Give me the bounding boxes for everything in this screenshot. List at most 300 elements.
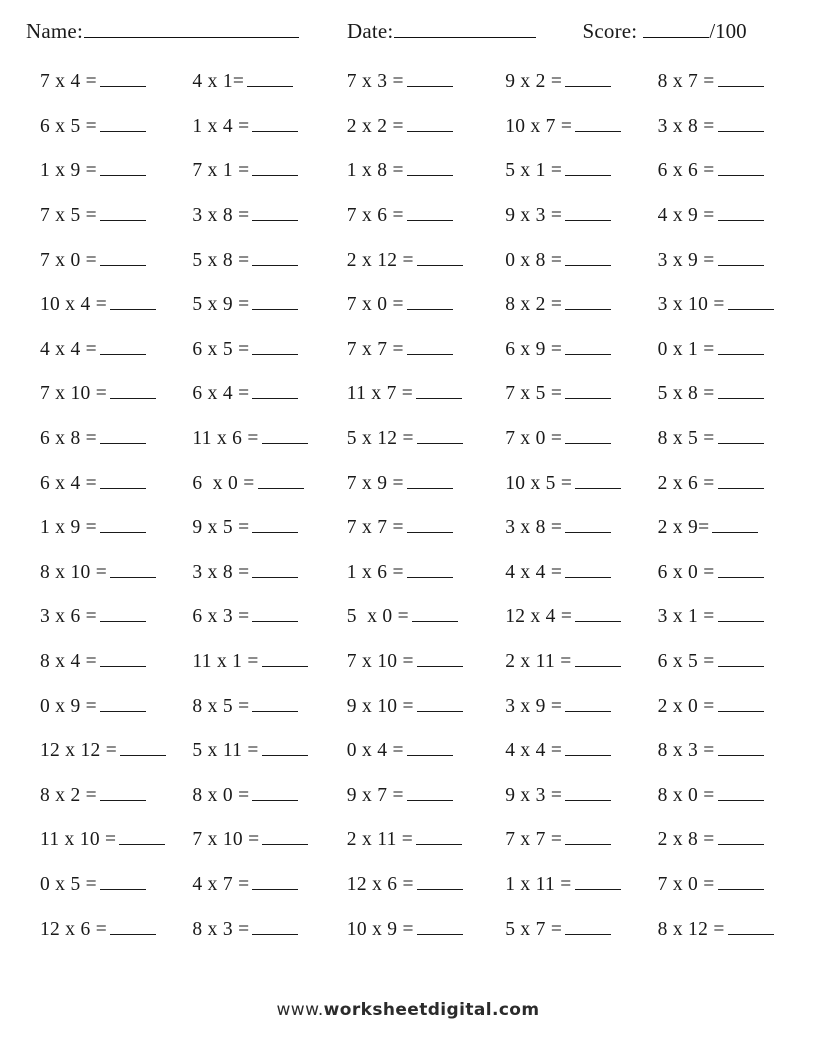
problem-expression: 11 x 1 = [192, 651, 259, 673]
answer-blank[interactable] [565, 430, 611, 444]
answer-blank[interactable] [252, 564, 298, 578]
problem-item [180, 473, 334, 495]
answer-blank[interactable] [565, 296, 611, 310]
problem-item [26, 428, 180, 450]
problem-expression: 7 x 6 = [346, 205, 404, 227]
answer-blank[interactable] [416, 385, 462, 399]
problem-item [335, 517, 489, 539]
problem-expression: 6 x 5 = [192, 338, 250, 360]
answer-blank[interactable] [100, 475, 146, 489]
problem-expression: 2 x 11 = [505, 651, 572, 673]
problem-expression: 8 x 4 = [40, 651, 97, 673]
answer-blank[interactable] [565, 385, 611, 399]
answer-blank[interactable] [252, 921, 298, 935]
problem-expression: 7 x 0 = [505, 428, 563, 450]
problem-expression: 8 x 3 = [657, 740, 715, 762]
problem-item [644, 517, 798, 539]
name-input-rule[interactable] [84, 22, 299, 38]
answer-blank[interactable] [100, 207, 146, 221]
problem-item [489, 517, 643, 539]
answer-blank[interactable] [100, 698, 146, 712]
problem-item [644, 562, 798, 584]
answer-blank[interactable] [407, 519, 453, 533]
footer-credit [0, 1000, 816, 1020]
problem-item [26, 71, 180, 93]
problem-item [644, 696, 798, 718]
score-input-rule[interactable] [643, 22, 709, 38]
problem-item [489, 383, 643, 405]
answer-blank[interactable] [412, 608, 458, 622]
answer-blank[interactable] [100, 341, 146, 355]
problem-item [335, 339, 489, 361]
answer-blank[interactable] [575, 608, 621, 622]
answer-blank[interactable] [110, 296, 156, 310]
answer-blank[interactable] [718, 742, 764, 756]
problem-item [26, 919, 180, 941]
problem-item [180, 785, 334, 807]
answer-blank[interactable] [416, 831, 462, 845]
answer-blank[interactable] [718, 430, 764, 444]
problem-item [644, 473, 798, 495]
problem-expression: 5 x 9 = [192, 294, 250, 316]
problem-expression: 6 x 5 = [40, 115, 97, 137]
footer-domain: worksheetdigital.com [323, 1000, 540, 1020]
problem-expression: 1 x 9 = [40, 160, 97, 182]
answer-blank[interactable] [100, 653, 146, 667]
problem-item [335, 473, 489, 495]
problem-grid [0, 60, 816, 952]
problem-expression: 5 x 8 = [657, 383, 715, 405]
worksheet-header [0, 0, 816, 44]
problem-item [335, 205, 489, 227]
problem-expression: 10 x 5 = [505, 472, 573, 494]
problem-expression: 5 x 0 = [346, 606, 409, 628]
problem-item [180, 428, 334, 450]
problem-expression: 7 x 10 = [40, 383, 108, 405]
problem-item [489, 785, 643, 807]
answer-blank[interactable] [718, 608, 764, 622]
problem-item [26, 205, 180, 227]
problem-item [180, 606, 334, 628]
problem-expression: 7 x 10 = [346, 651, 414, 673]
answer-blank[interactable] [262, 742, 308, 756]
answer-blank[interactable] [417, 653, 463, 667]
answer-blank[interactable] [252, 787, 298, 801]
date-field [347, 19, 536, 44]
problem-expression: 4 x 4 = [505, 740, 563, 762]
problem-item [644, 785, 798, 807]
answer-blank[interactable] [718, 341, 764, 355]
problem-expression: 3 x 8 = [192, 561, 250, 583]
problem-item [644, 339, 798, 361]
problem-expression: 3 x 8 = [192, 205, 250, 227]
answer-blank[interactable] [565, 73, 611, 87]
answer-blank[interactable] [417, 430, 463, 444]
answer-blank[interactable] [417, 698, 463, 712]
problem-expression: 4 x 4 = [40, 338, 97, 360]
problem-expression: 0 x 5 = [40, 873, 97, 895]
answer-blank[interactable] [565, 698, 611, 712]
problem-item [180, 383, 334, 405]
date-input-rule[interactable] [394, 22, 536, 38]
problem-expression: 8 x 3 = [192, 918, 250, 940]
problem-expression: 10 x 9 = [346, 918, 414, 940]
problem-expression: 3 x 9 = [657, 249, 715, 271]
problem-expression: 2 x 12 = [346, 249, 414, 271]
answer-blank[interactable] [100, 430, 146, 444]
problem-item [335, 740, 489, 762]
problem-item [489, 473, 643, 495]
problem-expression: 6 x 6 = [657, 160, 715, 182]
problem-expression: 9 x 10 = [346, 695, 414, 717]
answer-blank[interactable] [407, 475, 453, 489]
problem-expression: 9 x 3 = [505, 205, 563, 227]
problem-expression: 10 x 7 = [505, 115, 573, 137]
answer-blank[interactable] [565, 921, 611, 935]
problem-expression: 8 x 5 = [657, 428, 715, 450]
answer-blank[interactable] [100, 252, 146, 266]
problem-item [26, 562, 180, 584]
answer-blank[interactable] [252, 162, 298, 176]
answer-blank[interactable] [728, 296, 774, 310]
problem-item [26, 606, 180, 628]
problem-expression: 2 x 8 = [657, 829, 715, 851]
problem-expression: 7 x 9 = [346, 472, 404, 494]
problem-item [335, 696, 489, 718]
problem-expression: 6 x 4 = [40, 472, 97, 494]
answer-blank[interactable] [262, 653, 308, 667]
name-field [26, 19, 299, 44]
problem-item [26, 473, 180, 495]
problem-item [335, 874, 489, 896]
answer-blank[interactable] [100, 876, 146, 890]
problem-item [180, 651, 334, 673]
problem-item [26, 383, 180, 405]
problem-expression: 0 x 9 = [40, 695, 97, 717]
problem-expression: 4 x 4 = [505, 561, 563, 583]
problem-expression: 2 x 9= [657, 517, 710, 539]
answer-blank[interactable] [407, 564, 453, 578]
problem-item [489, 651, 643, 673]
problem-expression: 8 x 7 = [657, 71, 715, 93]
answer-blank[interactable] [575, 118, 621, 132]
problem-expression: 7 x 7 = [346, 338, 404, 360]
answer-blank[interactable] [718, 653, 764, 667]
date-label: Date: [346, 19, 394, 43]
problem-expression: 6 x 0 = [192, 472, 255, 494]
answer-blank[interactable] [110, 564, 156, 578]
problem-expression: 2 x 2 = [346, 115, 404, 137]
answer-blank[interactable] [407, 296, 453, 310]
problem-item [26, 517, 180, 539]
problem-expression: 5 x 12 = [346, 428, 414, 450]
problem-item [644, 829, 798, 851]
answer-blank[interactable] [565, 207, 611, 221]
problem-expression: 3 x 8 = [657, 115, 715, 137]
problem-item [26, 785, 180, 807]
answer-blank[interactable] [718, 564, 764, 578]
answer-blank[interactable] [252, 252, 298, 266]
answer-blank[interactable] [247, 73, 293, 87]
problem-expression: 1 x 6 = [346, 561, 404, 583]
problem-item [180, 919, 334, 941]
answer-blank[interactable] [100, 787, 146, 801]
problem-expression: 3 x 10 = [657, 294, 725, 316]
problem-item [489, 696, 643, 718]
answer-blank[interactable] [407, 162, 453, 176]
answer-blank[interactable] [565, 831, 611, 845]
problem-expression: 9 x 5 = [192, 517, 250, 539]
problem-expression: 8 x 0 = [192, 784, 250, 806]
problem-expression: 7 x 7 = [505, 829, 563, 851]
answer-blank[interactable] [262, 831, 308, 845]
problem-item [489, 116, 643, 138]
problem-item [644, 205, 798, 227]
footer-www-prefix: www. [276, 1000, 324, 1020]
problem-expression: 0 x 8 = [505, 249, 563, 271]
problem-item [335, 116, 489, 138]
problem-expression: 5 x 8 = [192, 249, 250, 271]
answer-blank[interactable] [100, 73, 146, 87]
problem-expression: 12 x 12 = [40, 740, 118, 762]
problem-expression: 7 x 5 = [505, 383, 563, 405]
problem-item [335, 250, 489, 272]
problem-item [335, 919, 489, 941]
problem-item [489, 160, 643, 182]
problem-item [26, 294, 180, 316]
answer-blank[interactable] [258, 475, 304, 489]
problem-expression: 6 x 5 = [657, 651, 715, 673]
problem-item [335, 606, 489, 628]
answer-blank[interactable] [252, 385, 298, 399]
problem-expression: 4 x 9 = [657, 205, 715, 227]
problem-item [489, 829, 643, 851]
problem-item [26, 339, 180, 361]
problem-item [180, 740, 334, 762]
problem-expression: 6 x 8 = [40, 428, 97, 450]
problem-item [26, 696, 180, 718]
problem-item [644, 919, 798, 941]
problem-item [26, 651, 180, 673]
problem-item [489, 562, 643, 584]
problem-item [26, 874, 180, 896]
answer-blank[interactable] [575, 876, 621, 890]
answer-blank[interactable] [565, 341, 611, 355]
problem-item [644, 250, 798, 272]
problem-item [489, 205, 643, 227]
problem-expression: 9 x 7 = [346, 784, 404, 806]
problem-item [180, 160, 334, 182]
problem-item [335, 428, 489, 450]
answer-blank[interactable] [252, 519, 298, 533]
answer-blank[interactable] [100, 608, 146, 622]
problem-item [335, 160, 489, 182]
answer-blank[interactable] [417, 876, 463, 890]
answer-blank[interactable] [252, 341, 298, 355]
problem-item [489, 71, 643, 93]
problem-expression: 3 x 9 = [505, 695, 563, 717]
problem-item [489, 294, 643, 316]
answer-blank[interactable] [417, 921, 463, 935]
problem-item [489, 740, 643, 762]
answer-blank[interactable] [119, 831, 165, 845]
answer-blank[interactable] [417, 252, 463, 266]
problem-expression: 12 x 6 = [40, 918, 108, 940]
problem-expression: 11 x 7 = [346, 383, 414, 405]
problem-item [335, 651, 489, 673]
problem-item [489, 874, 643, 896]
problem-item [489, 339, 643, 361]
problem-expression: 0 x 1 = [657, 338, 715, 360]
answer-blank[interactable] [110, 385, 156, 399]
problem-item [180, 874, 334, 896]
problem-expression: 8 x 2 = [505, 294, 563, 316]
answer-blank[interactable] [407, 341, 453, 355]
name-label: Name: [26, 19, 83, 43]
answer-blank[interactable] [252, 207, 298, 221]
problem-expression: 1 x 4 = [192, 115, 250, 137]
problem-item [26, 160, 180, 182]
answer-blank[interactable] [407, 118, 453, 132]
problem-expression: 9 x 2 = [505, 71, 563, 93]
problem-expression: 7 x 7 = [346, 517, 404, 539]
answer-blank[interactable] [262, 430, 308, 444]
answer-blank[interactable] [718, 876, 764, 890]
answer-blank[interactable] [728, 921, 774, 935]
answer-blank[interactable] [120, 742, 166, 756]
problem-expression: 9 x 3 = [505, 784, 563, 806]
answer-blank[interactable] [252, 296, 298, 310]
answer-blank[interactable] [407, 207, 453, 221]
problem-expression: 7 x 4 = [40, 71, 97, 93]
answer-blank[interactable] [407, 73, 453, 87]
problem-expression: 7 x 0 = [40, 249, 97, 271]
answer-blank[interactable] [718, 385, 764, 399]
problem-expression: 5 x 7 = [505, 918, 563, 940]
problem-item [180, 205, 334, 227]
problem-item [335, 71, 489, 93]
problem-item [644, 428, 798, 450]
problem-expression: 8 x 5 = [192, 695, 250, 717]
score-field [582, 19, 746, 44]
answer-blank[interactable] [718, 207, 764, 221]
problem-expression: 2 x 0 = [657, 695, 715, 717]
answer-blank[interactable] [718, 73, 764, 87]
problem-item [180, 250, 334, 272]
score-label: Score: [582, 19, 638, 43]
score-total-label: /100 [709, 19, 747, 43]
answer-blank[interactable] [575, 653, 621, 667]
problem-expression: 3 x 1 = [657, 606, 715, 628]
answer-blank[interactable] [100, 519, 146, 533]
answer-blank[interactable] [565, 162, 611, 176]
problem-expression: 7 x 3 = [346, 71, 404, 93]
problem-item [335, 383, 489, 405]
problem-expression: 5 x 1 = [505, 160, 563, 182]
answer-blank[interactable] [100, 162, 146, 176]
answer-blank[interactable] [407, 787, 453, 801]
problem-item [489, 919, 643, 941]
answer-blank[interactable] [407, 742, 453, 756]
problem-expression: 8 x 2 = [40, 784, 97, 806]
problem-expression: 7 x 1 = [192, 160, 250, 182]
problem-item [644, 116, 798, 138]
problem-item [26, 829, 180, 851]
answer-blank[interactable] [575, 475, 621, 489]
problem-item [335, 294, 489, 316]
problem-expression: 5 x 11 = [192, 740, 259, 762]
problem-item [180, 696, 334, 718]
problem-expression: 12 x 4 = [505, 606, 573, 628]
problem-item [180, 339, 334, 361]
problem-expression: 6 x 9 = [505, 338, 563, 360]
answer-blank[interactable] [718, 162, 764, 176]
problem-expression: 12 x 6 = [346, 873, 414, 895]
problem-item [335, 562, 489, 584]
problem-expression: 1 x 11 = [505, 873, 572, 895]
problem-expression: 4 x 1= [192, 71, 245, 93]
problem-item [644, 874, 798, 896]
answer-blank[interactable] [565, 519, 611, 533]
answer-blank[interactable] [712, 519, 758, 533]
problem-item [26, 116, 180, 138]
problem-expression: 10 x 4 = [40, 294, 108, 316]
problem-expression: 8 x 12 = [657, 918, 725, 940]
problem-item [644, 383, 798, 405]
problem-expression: 2 x 6 = [657, 472, 715, 494]
answer-blank[interactable] [252, 876, 298, 890]
answer-blank[interactable] [565, 252, 611, 266]
answer-blank[interactable] [718, 698, 764, 712]
problem-item [644, 740, 798, 762]
answer-blank[interactable] [565, 742, 611, 756]
answer-blank[interactable] [718, 118, 764, 132]
problem-expression: 0 x 4 = [346, 740, 404, 762]
problem-expression: 7 x 5 = [40, 205, 97, 227]
answer-blank[interactable] [718, 787, 764, 801]
problem-item [644, 606, 798, 628]
answer-blank[interactable] [565, 564, 611, 578]
problem-item [180, 71, 334, 93]
answer-blank[interactable] [718, 475, 764, 489]
problem-item [489, 606, 643, 628]
answer-blank[interactable] [252, 698, 298, 712]
problem-expression: 11 x 6 = [192, 428, 259, 450]
answer-blank[interactable] [565, 787, 611, 801]
problem-expression: 1 x 8 = [346, 160, 404, 182]
problem-expression: 7 x 10 = [192, 829, 260, 851]
answer-blank[interactable] [252, 118, 298, 132]
problem-expression: 4 x 7 = [192, 873, 250, 895]
problem-expression: 6 x 0 = [657, 561, 715, 583]
problem-item [335, 829, 489, 851]
answer-blank[interactable] [100, 118, 146, 132]
answer-blank[interactable] [252, 608, 298, 622]
problem-expression: 7 x 0 = [346, 294, 404, 316]
problem-expression: 1 x 9 = [40, 517, 97, 539]
problem-item [180, 562, 334, 584]
answer-blank[interactable] [718, 831, 764, 845]
problem-expression: 8 x 10 = [40, 561, 108, 583]
answer-blank[interactable] [110, 921, 156, 935]
problem-expression: 3 x 8 = [505, 517, 563, 539]
problem-expression: 7 x 0 = [657, 873, 715, 895]
problem-expression: 8 x 0 = [657, 784, 715, 806]
answer-blank[interactable] [718, 252, 764, 266]
problem-expression: 3 x 6 = [40, 606, 97, 628]
problem-item [644, 71, 798, 93]
problem-item [180, 517, 334, 539]
